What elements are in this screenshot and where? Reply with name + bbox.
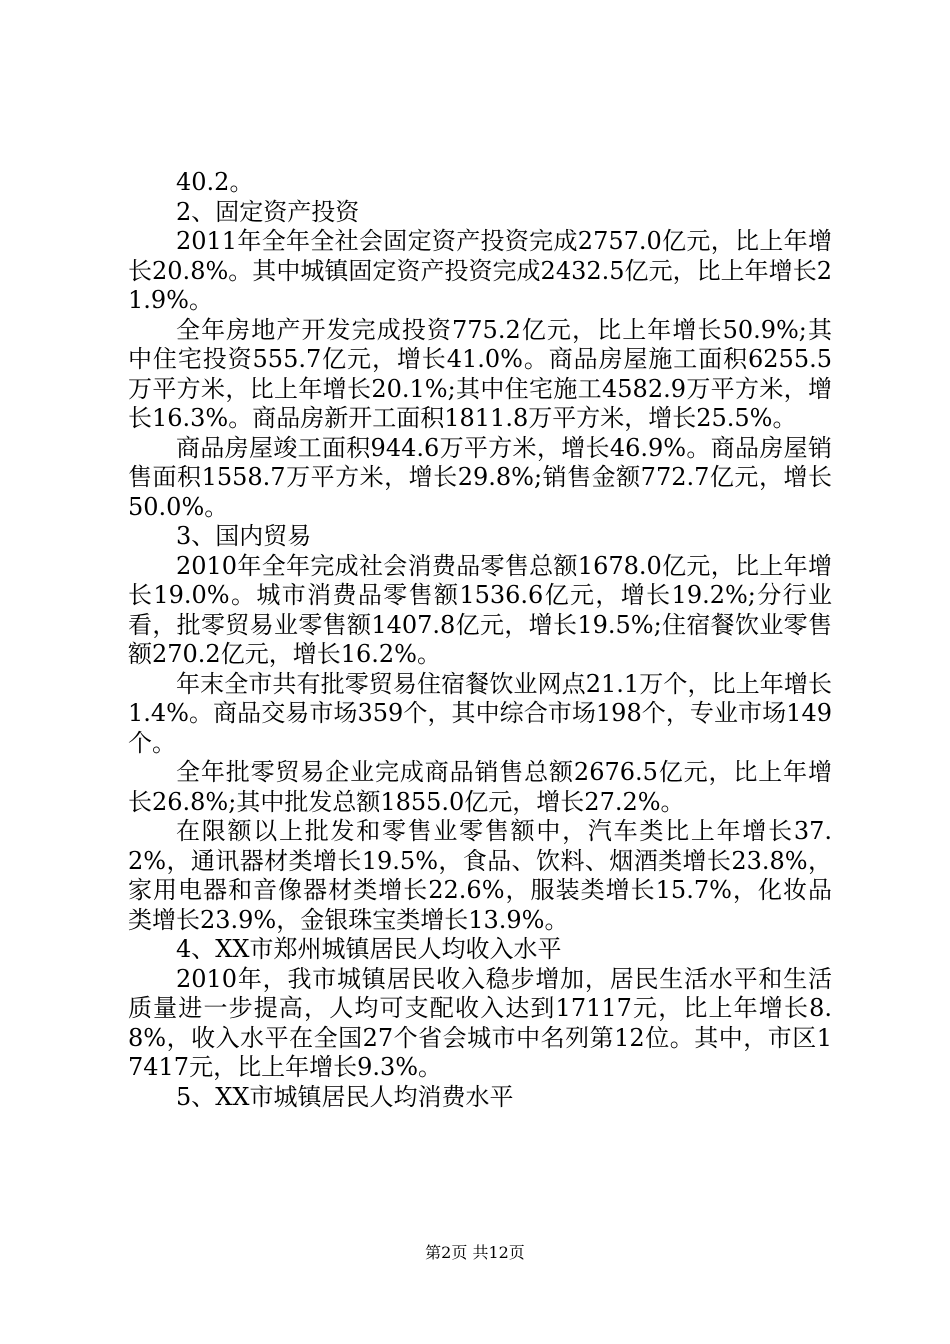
paragraph: 全年批零贸易企业完成商品销售总额2676.5亿元，比上年增长26.8%;其中批发总额1855.0亿元，增长27.2%。 — [128, 758, 832, 816]
section-heading-consumption: 5、XX市城镇居民人均消费水平 — [176, 1082, 514, 1111]
paragraph: 2010年，我市城镇居民收入稳步增加，居民生活水平和生活质量进一步提高，人均可支配收入达到17117元，比上年增长8.8%，收入水平在全国27个省会城市中名列第12位。其中，市区17417元，比上年增长9.3%。 — [128, 964, 832, 1081]
paragraph: 全年房地产开发完成投资775.2亿元，比上年增长50.9%;其中住宅投资555.7亿元，增长41.0%。商品房屋施工面积6255.5万平方米，比上年增长20.1%;其中住宅施工4582.9万平方米，增长16.3%。商品房新开工面积1811.8万平方米，增长25.5%。 — [128, 315, 832, 432]
section-heading-domestic-trade: 3、国内贸易 — [176, 522, 312, 550]
paragraph: 在限额以上批发和零售业零售额中，汽车类比上年增长37.2%，通讯器材类增长19.5%，食品、饮料、烟酒类增长23.8%，家用电器和音像器材类增长22.6%，服装类增长15.7%，化妆品类增长23.9%，金银珠宝类增长13.9%。 — [128, 817, 832, 934]
section-heading-income: 4、XX市郑州城镇居民人均收入水平 — [176, 935, 562, 963]
document-body — [128, 168, 832, 1112]
page-number-footer: 第2页 共12页 — [425, 1243, 525, 1262]
section-heading-fixed-assets: 2、固定资产投资 — [176, 197, 360, 226]
paragraph: 2010年全年完成社会消费品零售总额1678.0亿元，比上年增长19.0%。城市消费品零售额1536.6亿元，增长19.2%;分行业看，批零贸易业零售额1407.8亿元，增长19.5%;住宿餐饮业零售额270.2亿元，增长16.2%。 — [128, 551, 832, 668]
paragraph-continuation: 40.2。 — [176, 168, 254, 196]
paragraph: 年末全市共有批零贸易住宿餐饮业网点21.1万个，比上年增长1.4%。商品交易市场359个，其中综合市场198个，专业市场149个。 — [128, 669, 832, 757]
paragraph: 商品房屋竣工面积944.6万平方米，增长46.9%。商品房屋销售面积1558.7万平方米，增长29.8%;销售金额772.7亿元，增长50.0%。 — [128, 433, 832, 521]
paragraph: 2011年全年全社会固定资产投资完成2757.0亿元，比上年增长20.8%。其中城镇固定资产投资完成2432.5亿元，比上年增长21.9%。 — [128, 227, 832, 314]
